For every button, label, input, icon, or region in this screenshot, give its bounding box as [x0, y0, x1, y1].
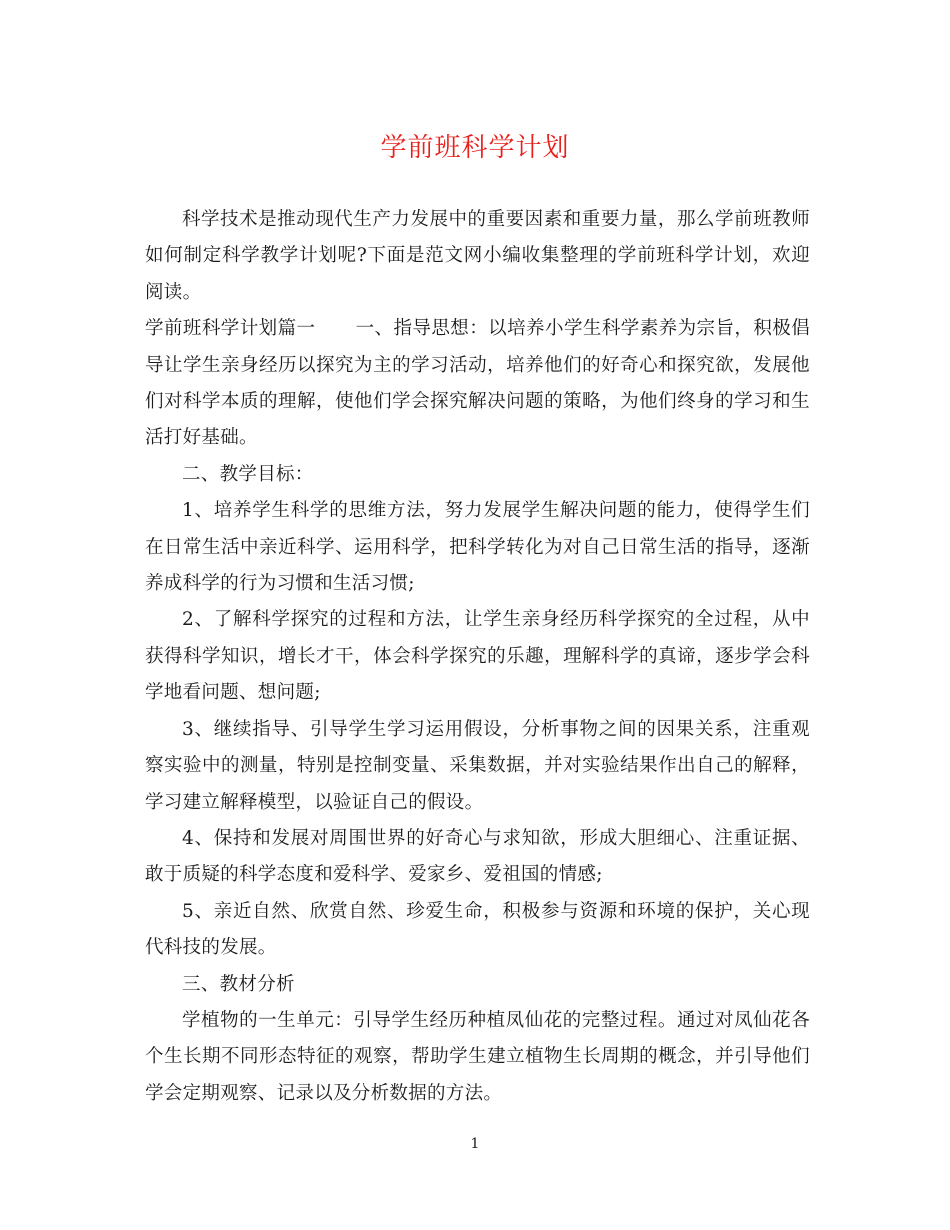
teaching-goals-heading: 二、教学目标：	[182, 463, 314, 485]
goal-item-1: 1、培养学生科学的思维方法，努力发展学生解决问题的能力，使得学生们在日常生活中亲近科学、运用科学，把科学转化为对自己日常生活的指导，逐渐养成科学的行为习惯和生活习惯;	[145, 500, 810, 595]
material-analysis-heading: 三、教材分析	[182, 973, 295, 995]
section-heading: 学前班科学计划篇一	[145, 318, 316, 340]
document-title: 学前班科学计划	[380, 133, 570, 163]
goal-item-5: 5、亲近自然、欣赏自然、珍爱生命，积极参与资源和环境的保护，关心现代科技的发展。	[145, 900, 810, 959]
document-body	[145, 202, 810, 1112]
material-analysis-paragraph: 学植物的一生单元：引导学生经历种植凤仙花的完整过程。通过对凤仙花各个生长期不同形态特征的观察，帮助学生建立植物生长周期的概念，并引导他们学会定期观察、记录以及分析数据的方法。	[145, 1009, 810, 1104]
goal-item-2: 2、了解科学探究的过程和方法，让学生亲身经历科学探究的全过程，从中获得科学知识，增长才干，体会科学探究的乐趣，理解科学的真谛，逐步学会科学地看问题、想问题;	[145, 609, 810, 704]
page-number: 1	[470, 1136, 480, 1152]
section-paragraph	[145, 311, 810, 457]
intro-paragraph: 科学技术是推动现代生产力发展中的重要因素和重要力量，那么学前班教师如何制定科学教学计划呢?下面是范文网小编收集整理的学前班科学计划，欢迎阅读。	[145, 209, 810, 303]
guiding-thought-text: 一、指导思想：以培养小学生科学素养为宗旨，积极倡导让学生亲身经历以探究为主的学习活动，培养他们的好奇心和探究欲，发展他们对科学本质的理解，使他们学会探究解决问题的策略，为他们终身的学习和生活打好基础。	[145, 318, 811, 449]
goal-item-3: 3、继续指导、引导学生学习运用假设，分析事物之间的因果关系，注重观察实验中的测量，特别是控制变量、采集数据，并对实验结果作出自己的解释，学习建立解释模型，以验证自己的假设。	[145, 718, 810, 813]
goal-item-4: 4、保持和发展对周围世界的好奇心与求知欲，形成大胆细心、注重证据、敢于质疑的科学态度和爱科学、爱家乡、爱祖国的情感;	[145, 827, 810, 886]
